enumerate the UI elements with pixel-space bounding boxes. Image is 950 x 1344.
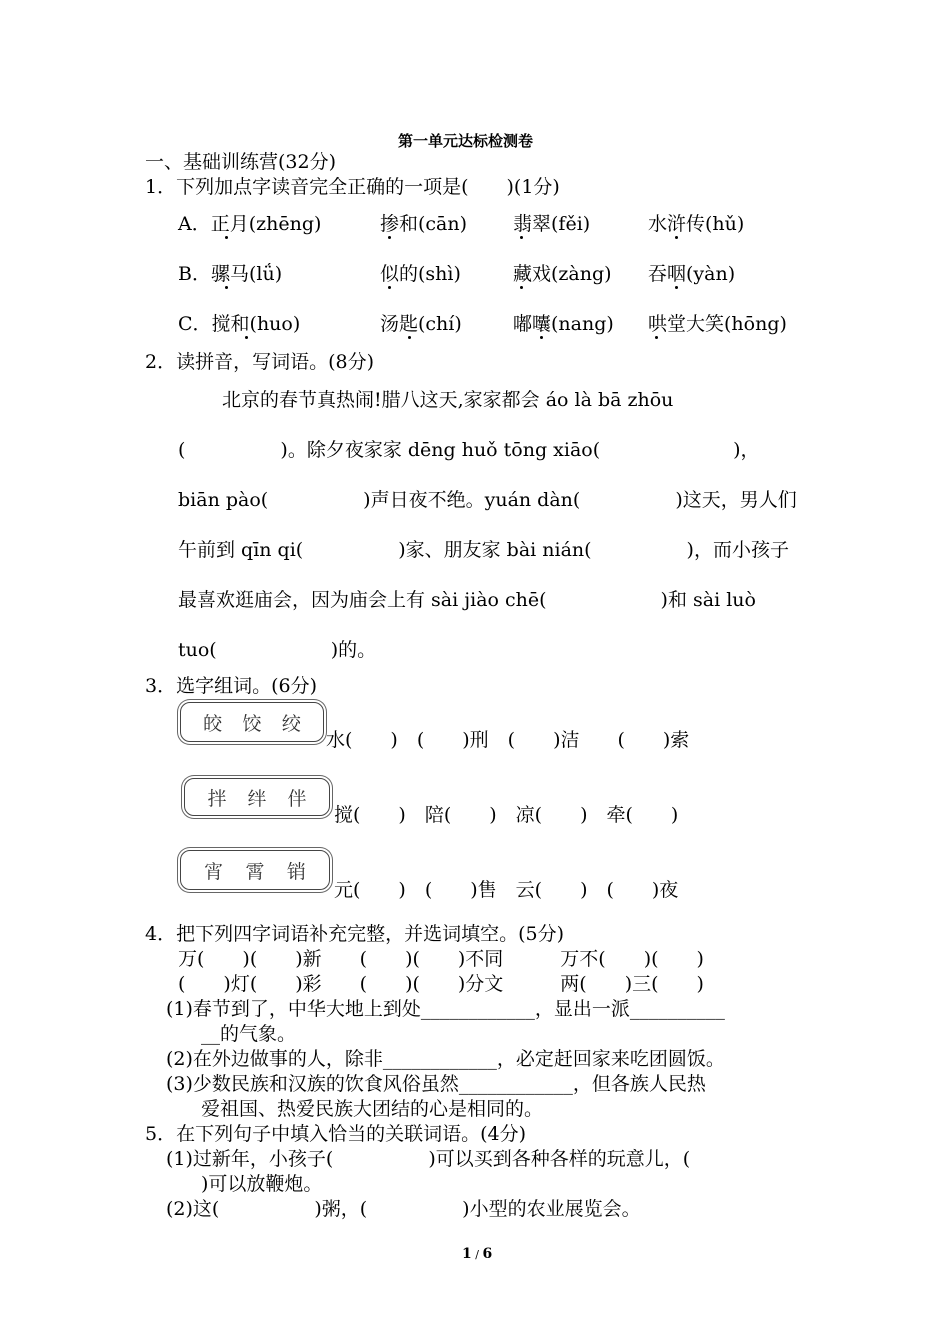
char-box-3 <box>180 850 330 890</box>
page-current: 1 <box>462 1246 472 1262</box>
char-box-3-c: 销 <box>286 860 306 883</box>
q1-b4: 吞咽(yàn) <box>648 263 736 285</box>
q1-a3: 翡翠(fěi) <box>513 213 591 235</box>
char-box-3-a: 宵 <box>204 860 224 883</box>
q4-sentence-1b: __的气象。 <box>201 1023 297 1045</box>
q3-blanks-2: 搅( ) 陪( ) 凉( ) 牵( ) <box>334 804 679 826</box>
q2-line-5: 最喜欢逛庙会，因为庙会上有 sài jiào chē( )和 sài luò <box>178 589 756 611</box>
q5-sentence-2: (2)这( )粥，( )小型的农业展览会。 <box>166 1198 641 1220</box>
page-number: 1 / 6 <box>462 1246 493 1262</box>
q1-b1: B．骡马(lǘ) <box>178 263 283 285</box>
char-box-2-c: 伴 <box>287 787 307 810</box>
section-heading: 一、基础训练营(32分) <box>145 151 337 173</box>
q4-sentence-3b: 爱祖国、热爱民族大团结的心是相同的。 <box>201 1098 544 1120</box>
q2-line-2: ( )。除夕夜家家 dēng huǒ tōng xiāo( )， <box>178 439 760 461</box>
q5-sentence-1a: (1)过新年，小孩子( )可以买到各种各样的玩意儿，( <box>166 1148 691 1170</box>
q1-b3: 藏戏(zàng) <box>513 263 612 285</box>
q2-line-1: 北京的春节真热闹!腊八这天,家家都会 áo là bā zhōu <box>222 389 674 411</box>
char-box-2-a: 拌 <box>207 787 227 810</box>
question-5-stem: 5．在下列句子中填入恰当的关联词语。(4分) <box>145 1123 527 1145</box>
q4-sentence-2: (2)在外边做事的人，除非____________，必定赶回家来吃团圆饭。 <box>166 1048 725 1070</box>
q1-a4: 水浒传(hǔ) <box>648 213 745 235</box>
char-box-1-c: 绞 <box>281 712 301 735</box>
q4-sentence-1a: (1)春节到了，中华大地上到处____________，显出一派__________ <box>166 998 725 1020</box>
char-box-2-b: 绊 <box>247 787 267 810</box>
page-title: 第一单元达标检测卷 <box>398 132 534 150</box>
question-4-stem: 4．把下列四字词语补充完整，并选词填空。(5分) <box>145 923 565 945</box>
q1-b2: 似的(shì) <box>380 263 461 285</box>
q2-line-4: 午前到 qīn qi( )家、朋友家 bài nián( )，而小孩子 <box>178 539 789 561</box>
char-box-1-b: 饺 <box>242 712 262 735</box>
q1-c1: C．搅和(huo) <box>178 313 301 335</box>
page-total: 6 <box>482 1246 493 1262</box>
q3-blanks-1: 水( ) ( )刑 ( )洁 ( )索 <box>326 729 690 751</box>
q2-line-3: biān pào( )声日夜不绝。yuán dàn( )这天，男人们 <box>178 489 797 511</box>
q1-c3: 嘟囔(nang) <box>513 313 614 335</box>
q1-a2: 掺和(cān) <box>380 213 468 235</box>
q1-a1: A．正月(zhēng) <box>178 213 322 235</box>
q1-c4: 哄堂大笑(hōng) <box>648 313 787 335</box>
char-box-1 <box>180 702 324 742</box>
char-box-1-a: 皎 <box>203 712 223 735</box>
q3-blanks-3: 元( ) ( )售 云( ) ( )夜 <box>334 879 679 901</box>
char-box-3-b: 霄 <box>245 860 265 883</box>
q4-idioms-row-1: 万( )( )新 ( )( )不同 万不( )( ) <box>178 948 704 970</box>
char-box-2 <box>184 778 330 816</box>
q4-sentence-3a: (3)少数民族和汉族的饮食风俗虽然____________，但各族人民热 <box>166 1073 706 1095</box>
question-2-stem: 2．读拼音，写词语。(8分) <box>145 351 375 373</box>
q4-idioms-row-2: ( )灯( )彩 ( )( )分文 两( )三( ) <box>178 973 704 995</box>
q1-c2: 汤匙(chí) <box>380 313 462 335</box>
q5-sentence-1b: )可以放鞭炮。 <box>201 1173 323 1195</box>
question-1-stem: 1．下列加点字读音完全正确的一项是( )(1分) <box>145 176 560 198</box>
question-3-stem: 3．选字组词。(6分) <box>145 675 318 697</box>
q2-line-6: tuo( )的。 <box>178 639 377 661</box>
